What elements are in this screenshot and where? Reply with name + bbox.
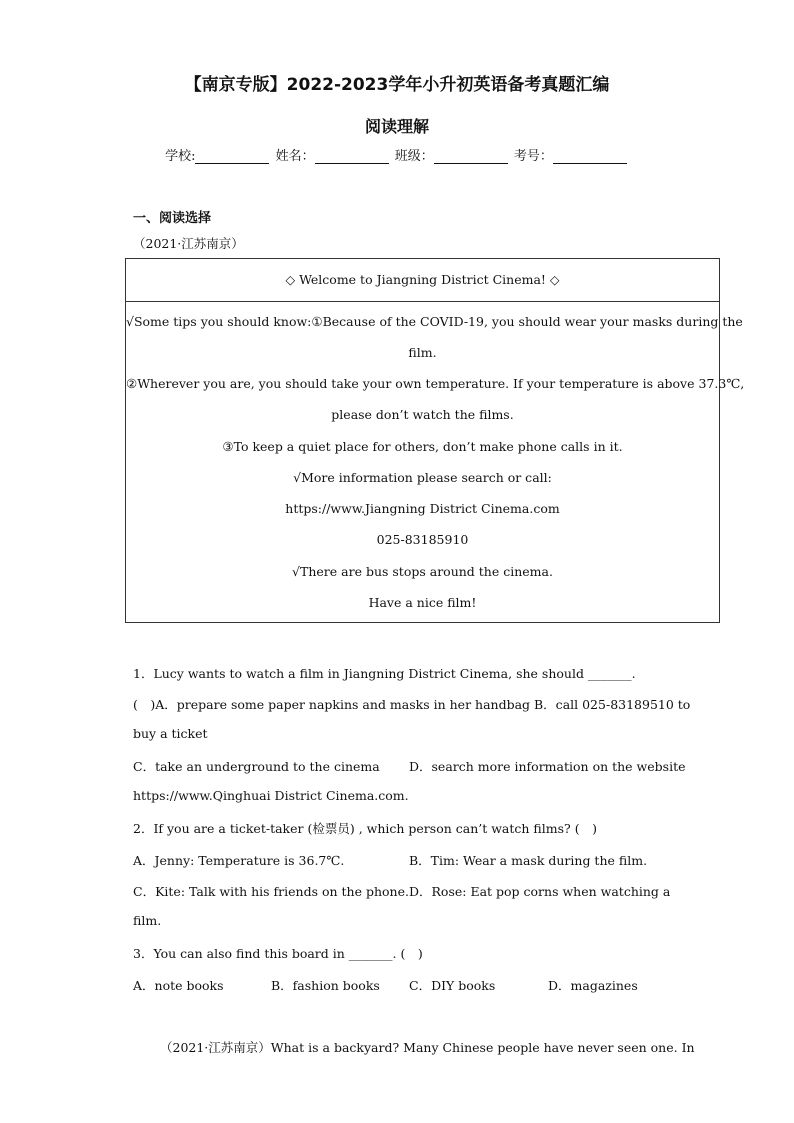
question-2-option-d: D．Rose: Eat pop corns when watching a — [409, 884, 671, 899]
notice-line: √More information please search or call: — [293, 470, 552, 485]
name-blank[interactable] — [315, 150, 389, 164]
question-2-stem: 2．If you are a ticket-taker (检票员) , which person can’t watch films? ( ) — [133, 821, 597, 836]
notice-website: https://www.Jiangning District Cinema.com — [285, 501, 560, 516]
school-label: 学校: — [165, 149, 196, 164]
class-blank[interactable] — [434, 150, 508, 164]
notice-line: √There are bus stops around the cinema. — [292, 564, 553, 579]
notice-line: please don’t watch the films. — [331, 407, 514, 422]
notice-line: ③To keep a quiet place for others, don’t make phone calls in it. — [222, 439, 623, 454]
section-heading: 一、阅读选择 — [133, 211, 212, 226]
question-3-option-a: A．note books — [133, 978, 224, 993]
question-2-option-a: A．Jenny: Temperature is 36.7℃. — [133, 853, 345, 868]
exam-number-label: 考号： — [513, 149, 553, 164]
question-1-option-b-cont: buy a ticket — [133, 726, 208, 741]
question-2-option-d-cont: film. — [133, 913, 162, 928]
question-1-option-d-cont: https://www.Qinghuai District Cinema.com. — [133, 788, 409, 803]
question-1-option-d: D．search more information on the website — [409, 759, 686, 774]
notice-line: ②Wherever you are, you should take your own temperature. If your temperature is above 37.3℃, — [126, 376, 745, 391]
question-3-stem: 3．You can also find this board in _______. ( ) — [133, 946, 423, 961]
question-1-option-c: C．take an underground to the cinema — [133, 759, 380, 774]
school-blank[interactable] — [195, 150, 269, 164]
notice-header: ◇ Welcome to Jiangning District Cinema! ◇ — [126, 259, 719, 302]
exam-number-blank[interactable] — [553, 150, 627, 164]
cinema-notice-board — [125, 258, 745, 623]
question-3-option-c: C．DIY books — [409, 978, 496, 993]
next-passage-intro: （2021·江苏南京）What is a backyard? Many Chinese people have never seen one. In — [160, 1040, 695, 1055]
name-label: 姓名： — [275, 149, 315, 164]
passage-source: （2021·江苏南京） — [133, 236, 244, 251]
question-3-option-b: B．fashion books — [271, 978, 380, 993]
question-3-option-d: D．magazines — [548, 978, 638, 993]
notice-phone: 025-83185910 — [376, 532, 469, 547]
student-info-line — [0, 145, 794, 164]
question-1-stem: 1．Lucy wants to watch a film in Jiangning District Cinema, she should _______. — [133, 666, 636, 681]
question-2-option-c: C．Kite: Talk with his friends on the phone. — [133, 884, 409, 899]
class-label: 班级： — [394, 149, 434, 164]
document-title: 【南京专版】2022-2023学年小升初英语备考真题汇编 — [184, 75, 610, 95]
notice-line: Have a nice film! — [368, 595, 477, 610]
notice-line: film. — [408, 345, 437, 360]
question-2-option-b: B．Tim: Wear a mask during the film. — [409, 853, 648, 868]
notice-line: √Some tips you should know:①Because of the COVID-19, you should wear your masks during the — [126, 314, 743, 329]
document-subtitle: 阅读理解 — [364, 117, 429, 136]
question-1-options-ab: ( )A．prepare some paper napkins and masks in her handbag B．call 025-83189510 to — [133, 697, 691, 712]
